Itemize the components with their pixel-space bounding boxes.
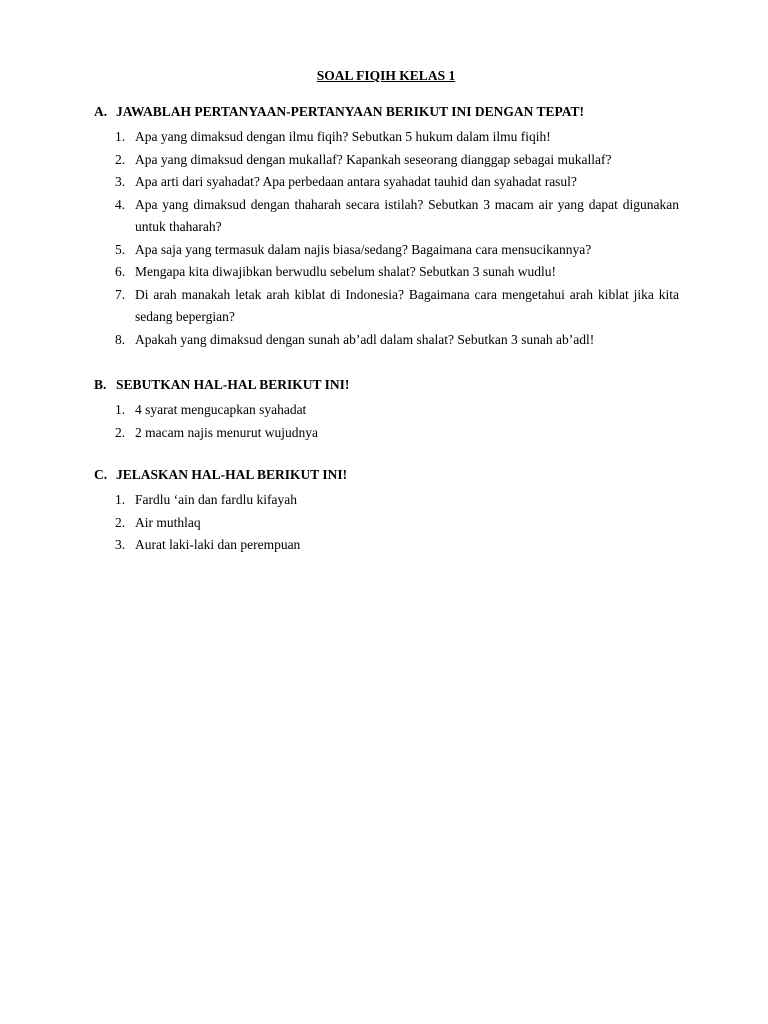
list-item [94, 126, 679, 149]
item-text: Apa arti dari syahadat? Apa perbedaan antara syahadat tauhid dan syahadat rasul? [135, 174, 577, 189]
list-item [94, 422, 679, 445]
item-text: Di arah manakah letak arah kiblat di Indonesia? Bagaimana cara mengetahui arah kiblat jika kita sedang bepergian? [135, 286, 679, 324]
list-item [94, 512, 679, 535]
item-number: 8. [115, 331, 126, 347]
question-list [94, 489, 679, 557]
item-number: 2. [115, 514, 126, 530]
list-item [94, 171, 679, 194]
item-number: 1. [115, 129, 126, 144]
item-text: Fardlu ‘ain dan fardlu kifayah [135, 492, 297, 507]
section-letter: B. [94, 377, 107, 392]
list-item [94, 329, 679, 352]
list-item [94, 284, 679, 329]
section-letter: A. [94, 104, 108, 119]
item-number: 7. [115, 286, 126, 302]
section-letter: C. [94, 467, 108, 482]
question-list [94, 399, 679, 444]
item-number: 5. [115, 241, 126, 257]
section-heading [94, 466, 679, 484]
item-text: Apa yang dimaksud dengan thaharah secara istilah? Sebutkan 3 macam air yang dapat digunakan untuk thaharah? [135, 196, 679, 234]
item-number: 4. [115, 196, 126, 212]
item-number: 3. [115, 537, 126, 552]
section-heading-text: JAWABLAH PERTANYAAN-PERTANYAAN BERIKUT INI DENGAN TEPAT! [116, 104, 584, 119]
list-item [94, 261, 679, 284]
item-text: Apa saja yang termasuk dalam najis biasa/sedang? Bagaimana cara mensucikannya? [135, 241, 592, 257]
item-number: 3. [115, 174, 126, 189]
item-text: Air muthlaq [135, 514, 201, 530]
item-text: Apa yang dimaksud dengan ilmu fiqih? Sebutkan 5 hukum dalam ilmu fiqih! [135, 129, 551, 144]
section-b [94, 376, 679, 444]
item-number: 6. [115, 264, 126, 279]
list-item [94, 239, 679, 262]
section-a [94, 103, 679, 351]
list-item [94, 489, 679, 512]
item-number: 2. [115, 151, 126, 167]
item-number: 1. [115, 492, 126, 507]
question-list [94, 126, 679, 351]
list-item [94, 149, 679, 172]
item-text: 2 macam najis menurut wujudnya [135, 424, 318, 440]
section-heading-text: SEBUTKAN HAL-HAL BERIKUT INI! [116, 377, 350, 392]
item-text: Mengapa kita diwajibkan berwudlu sebelum shalat? Sebutkan 3 sunah wudlu! [135, 264, 557, 279]
section-heading [94, 376, 679, 394]
section-c [94, 466, 679, 557]
item-text: 4 syarat mengucapkan syahadat [135, 402, 307, 417]
item-text: Aurat laki-laki dan perempuan [135, 537, 301, 552]
document-title: SOAL FIQIH KELAS 1 [316, 68, 456, 83]
section-heading [94, 103, 679, 121]
item-text: Apa yang dimaksud dengan mukallaf? Kapankah seseorang dianggap sebagai mukallaf? [135, 151, 612, 167]
section-heading-text: JELASKAN HAL-HAL BERIKUT INI! [116, 467, 348, 482]
list-item [94, 399, 679, 422]
list-item [94, 534, 679, 557]
list-item [94, 194, 679, 239]
item-number: 2. [115, 424, 126, 440]
item-text: Apakah yang dimaksud dengan sunah ab’adl dalam shalat? Sebutkan 3 sunah ab’adl! [135, 331, 595, 347]
item-number: 1. [115, 402, 126, 417]
